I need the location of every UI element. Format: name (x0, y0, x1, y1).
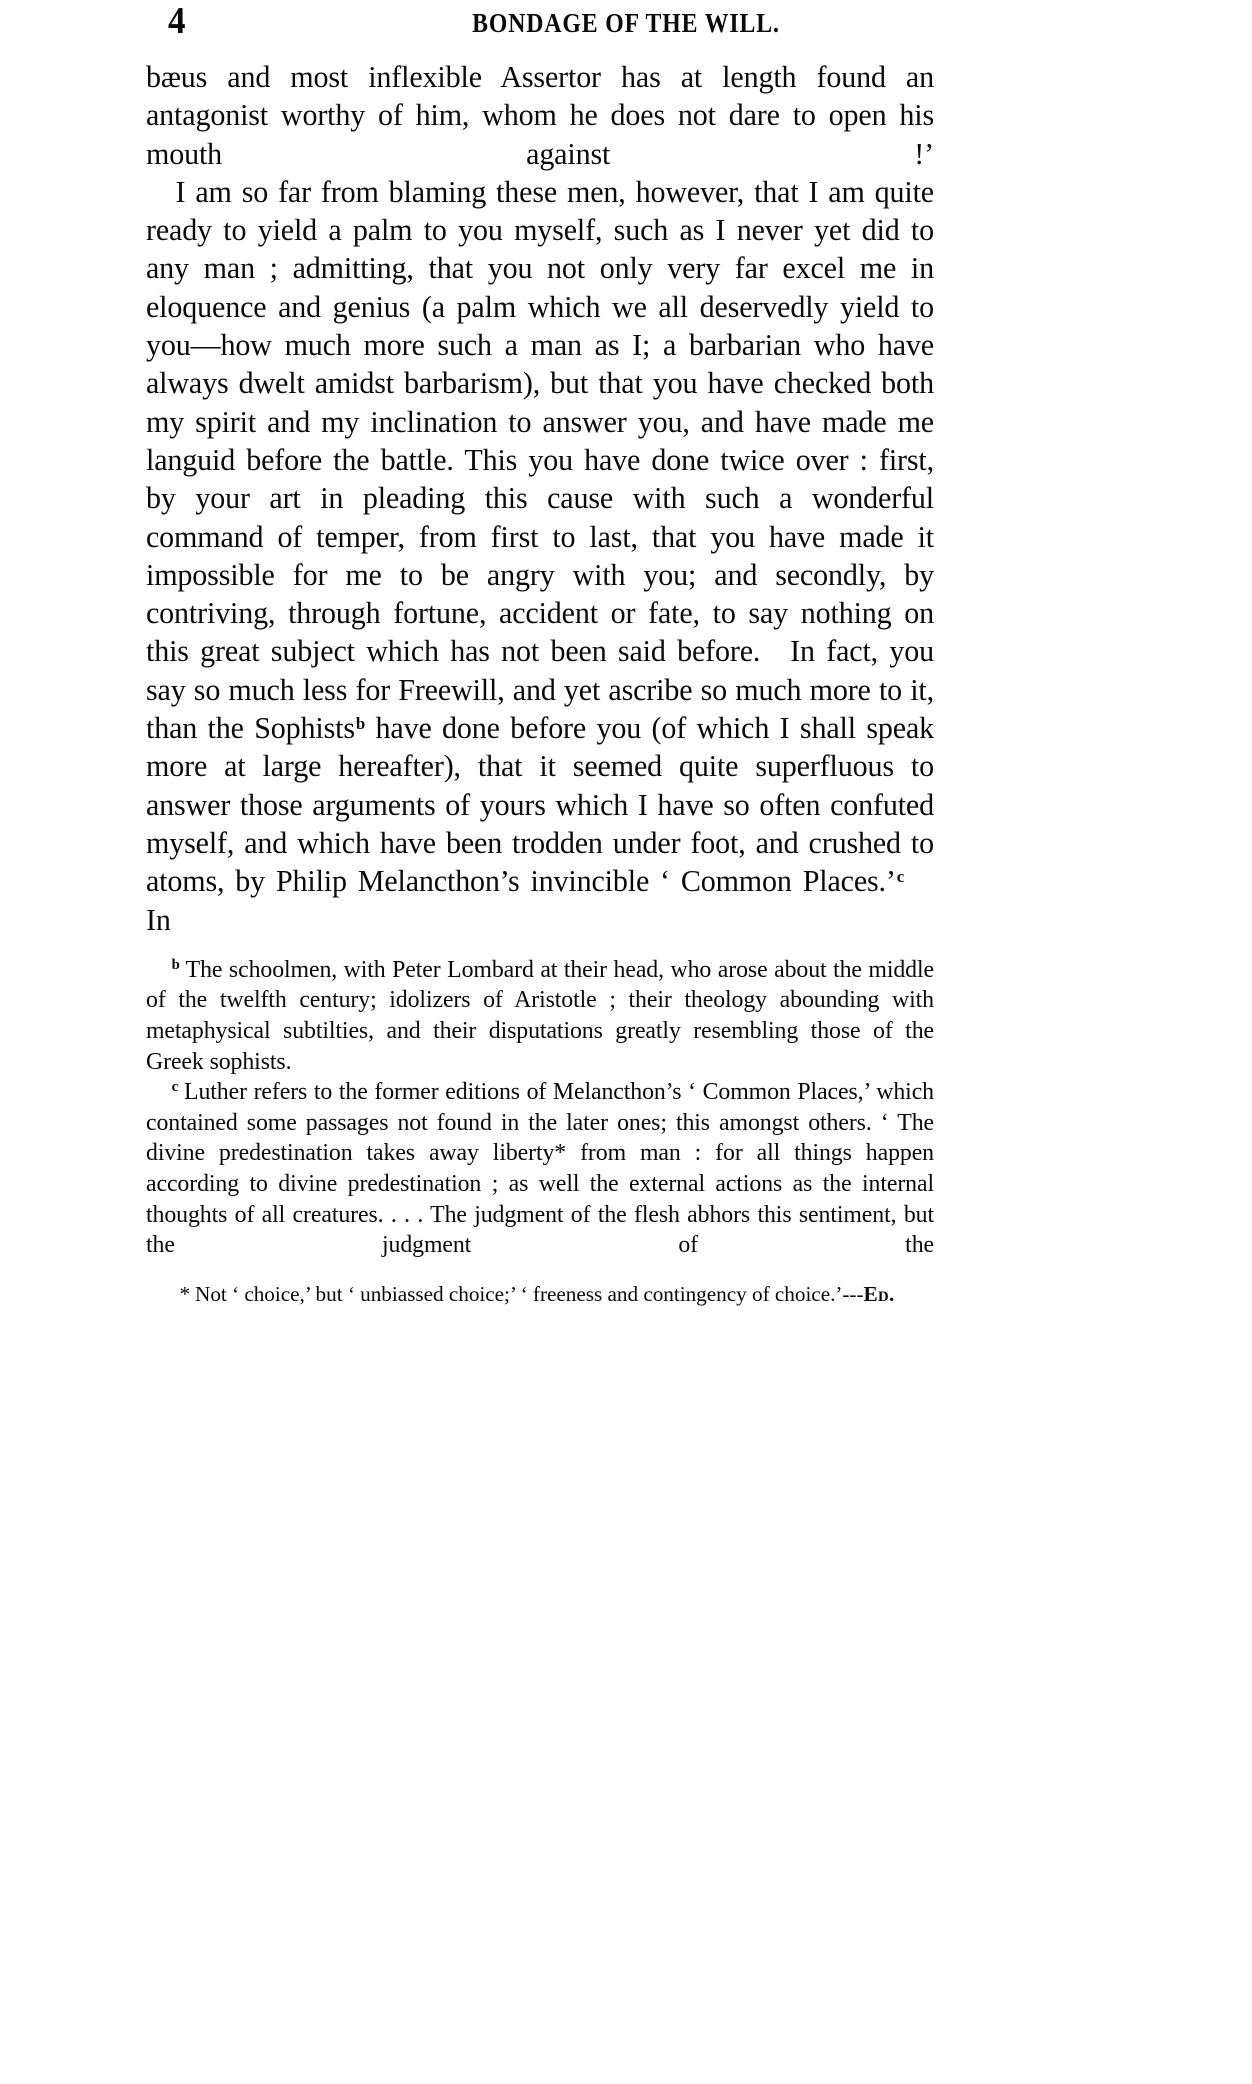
editor-signature: Ed. (863, 1281, 895, 1306)
footnote-ref-c[interactable]: c (896, 867, 905, 887)
paragraph-text-part-2: have done before you (of which I shall speak more at large hereafter), that it seemed quite superfluous to answer those arguments of yours which I have so often confuted myself, and which have been trodden under foot, and crushed to atoms, by Philip Melancthon’s invincible ‘ Common Places.’ (146, 711, 935, 899)
footnote-ref-b[interactable]: b (355, 714, 366, 734)
asterisk-note-block (146, 1281, 946, 1309)
page-number: 4 (168, 0, 186, 42)
paragraph-text-part-3: In (146, 864, 934, 937)
footnote-block (146, 955, 946, 1261)
running-head-title: BONDAGE OF THE WILL. (472, 8, 780, 38)
running-head (146, 0, 1106, 58)
asterisk-note-text: Not ‘ choice,’ but ‘ unbiassed choice;’ ‘ freeness and contingency of choice.’--- (195, 1281, 864, 1306)
footnote-marker-b: b (171, 956, 180, 973)
asterisk-footnote (146, 1281, 934, 1309)
paragraph-text-part-1: I am so far from blaming these men, however, that I am quite ready to yield a palm to you myself, such as I never yet did to any man ; admitting, that you not only very far excel me in eloquence and genius (a palm which we all deservedly yield to you—how much more such a man as I; a barbarian who have always dwelt amidst barbarism), but that you have checked both my spirit and my inclination to answer you, and have made me languid before the battle. This you have done twice over : first, by your art in pleading this cause with such a wonderful command of temper, from first to last, that you have made it impossible for me to be angry with you; and secondly, by contriving, through fortune, accident or fate, to say nothing on this great subject which has not been said before. In fact, you say so much less for Freewill, and yet ascribe so much more to it, than the Sophists (146, 174, 935, 746)
asterisk-marker: * (179, 1281, 191, 1306)
footnote-b (146, 955, 934, 1077)
paragraph-i-am-so-far (146, 173, 934, 939)
paragraph-continued: bæus and most inflexible Assertor has at length found an antagonist worthy of him, whom he does not dare to open his mouth against !’ (146, 60, 934, 171)
main-text-block (146, 58, 946, 939)
footnote-c (146, 1077, 934, 1261)
footnote-c-text: Luther refers to the former editions of Melancthon’s ‘ Common Places,’ which contained some passages not found in the later ones; this amongst others. ‘ The divine predestination takes away liberty* from man : for all things happen according to divine predestination ; as well the external actions as the internal thoughts of all creatures. . . . The judgment of the flesh abhors this sentiment, but the judgment of the (146, 1078, 934, 1259)
footnote-marker-c: c (171, 1078, 179, 1095)
footnote-b-text: The schoolmen, with Peter Lombard at their head, who arose about the middle of the twelfth century; idolizers of Aristotle ; their theology abounding with metaphysical subtilties, and their disputations greatly resembling those of the Greek sophists. (146, 955, 935, 1075)
